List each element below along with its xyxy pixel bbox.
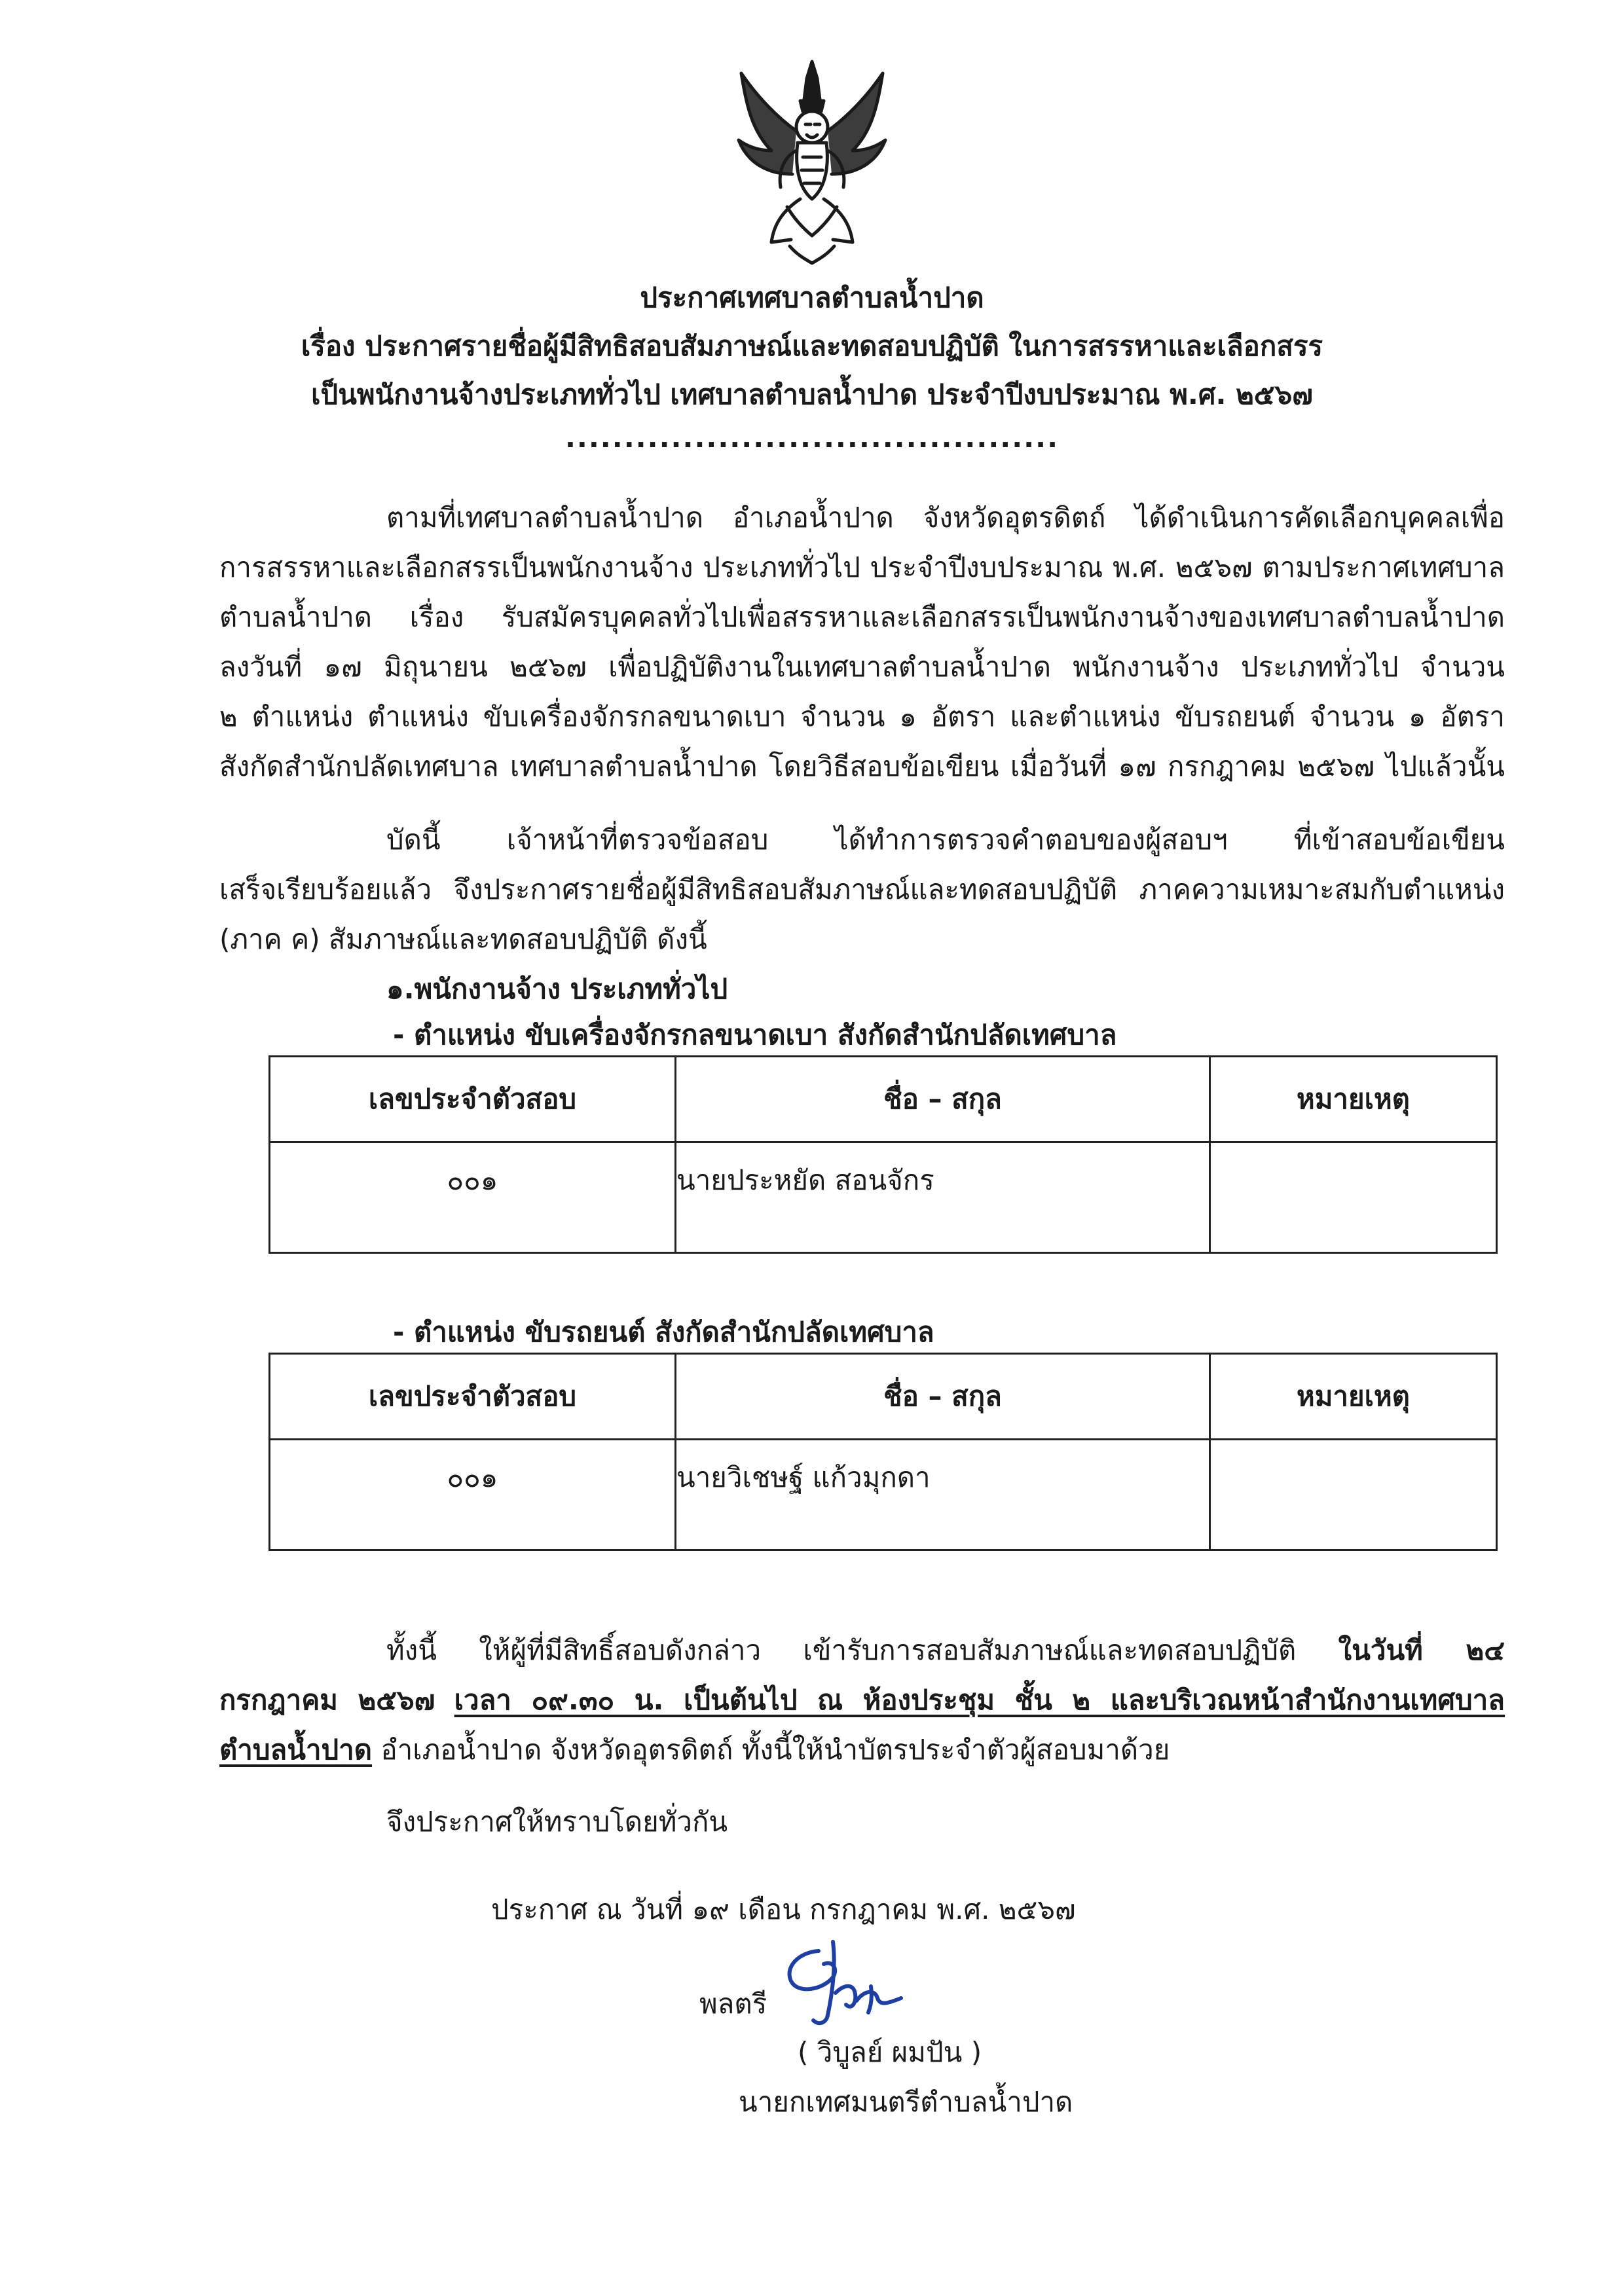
exam-time-location: เวลา ๐๙.๓๐ น. เป็นต้นไป ณ ห้องประชุม ชั้น ๒ และบริเวณหน้าสำนักงานเทศบาล [454,1684,1505,1716]
candidate-name-cell: นายประหยัด สอนจักร [676,1142,1210,1253]
body-p2-line1: บัดนี้ เจ้าหน้าที่ตรวจข้อสอบ ได้ทำการตรวจคำตอบของผู้สอบฯ ที่เข้าสอบข้อเขียน [386,824,1505,856]
exam-id-cell: ๐๐๑ [270,1142,676,1253]
signer-position: นายกเทศมนตรีตำบลน้ำปาด [739,2086,1073,2118]
signer-name: ( วิบูลย์ ผมปัน ) [798,2036,982,2068]
column-header-note: หมายเหตุ [1210,1057,1497,1142]
closing-line1 [386,1634,1505,1666]
body-p1-line6: สังกัดสำนักปลัดเทศบาล เทศบาลตำบลน้ำปาด โดยวิธีสอบข้อเขียน เมื่อวันที่ ๑๗ กรกฎาคม ๒๕๖๗ ไปแล้วนั้น [219,750,1505,782]
closing-line3 [219,1736,1170,1764]
announcement-date: ประกาศ ณ วันที่ ๑๙ เดือน กรกฎาคม พ.ศ. ๒๕๖๗ [491,1893,1076,1925]
closing-line1-text: ทั้งนี้ ให้ผู้ที่มีสิทธิ์สอบดังกล่าว เข้ารับการสอบสัมภาษณ์และทดสอบปฏิบัติ [386,1634,1297,1666]
body-p1-line3: ตำบลน้ำปาด เรื่อง รับสมัครบุคคลทั่วไปเพื่อสรรหาและเลือกสรรเป็นพนักงานจ้างของเทศบาลตำบลน้ำปาด [219,601,1505,633]
signer-rank: พลตรี [699,1988,767,2020]
closing-line2 [219,1686,1505,1714]
position-heading-2: - ตำแหน่ง ขับรถยนต์ สังกัดสำนักปลัดเทศบาล [393,1316,934,1348]
candidate-table-2 [268,1353,1498,1551]
body-p1-line5: ๒ ตำแหน่ง ตำแหน่ง ขับเครื่องจักรกลขนาดเบา จำนวน ๑ อัตรา และตำแหน่ง ขับรถยนต์ จำนวน ๑ อัตรา [219,701,1505,733]
column-header-name: ชื่อ – สกุล [676,1057,1210,1142]
note-cell [1210,1440,1497,1550]
column-header-note: หมายเหตุ [1210,1354,1497,1440]
body-p2-line3: (ภาค ค) สัมภาษณ์และทดสอบปฏิบัติ ดังนี้ [219,923,707,955]
table-row [270,1142,1497,1253]
exam-location-municipality: ตำบลน้ำปาด [219,1734,373,1766]
body-p1-line2: การสรรหาและเลือกสรรเป็นพนักงานจ้าง ประเภททั่วไป ประจำปีงบประมาณ พ.ศ. ๒๕๖๗ ตามประกาศเทศบาล [219,551,1505,583]
announcement-subject-line2: เป็นพนักงานจ้างประเภททั่วไป เทศบาลตำบลน้ำปาด ประจำปีงบประมาณ พ.ศ. ๒๕๖๗ [311,378,1313,410]
title-divider: .......................................... [564,422,1060,454]
note-cell [1210,1142,1497,1253]
candidate-name-cell: นายวิเชษฐ์ แก้วมุกดา [676,1440,1210,1550]
column-header-name: ชื่อ – สกุล [676,1354,1210,1440]
exam-date-highlight: ในวันที่ ๒๔ [1338,1634,1505,1666]
body-p1-line4: ลงวันที่ ๑๗ มิถุนายน ๒๕๖๗ เพื่อปฏิบัติงานในเทศบาลตำบลน้ำปาด พนักงานจ้าง ประเภททั่วไป จำนวน [219,651,1505,683]
exam-id-cell: ๐๐๑ [270,1440,676,1550]
handwritten-signature [773,1938,923,2036]
position-heading-1: - ตำแหน่ง ขับเครื่องจักรกลขนาดเบา สังกัดสำนักปลัดเทศบาล [393,1019,1117,1051]
announcement-subject-line1: เรื่อง ประกาศรายชื่อผู้มีสิทธิสอบสัมภาษณ์และทดสอบปฏิบัติ ในการสรรหาและเลือกสรร [301,330,1323,362]
candidate-table-1 [268,1055,1498,1254]
column-header-exam-id: เลขประจำตัวสอบ [270,1057,676,1142]
table-row [270,1440,1497,1550]
column-header-exam-id: เลขประจำตัวสอบ [270,1354,676,1440]
body-p1-line1: ตามที่เทศบาลตำบลน้ำปาด อำเภอน้ำปาด จังหวัดอุตรดิตถ์ ได้ดำเนินการคัดเลือกบุคคลเพื่อ [386,501,1505,534]
garuda-emblem-icon [732,59,892,267]
proclamation-text: จึงประกาศให้ทราบโดยทั่วกัน [386,1806,728,1838]
announcement-title: ประกาศเทศบาลตำบลน้ำปาด [640,282,984,314]
body-p2-line2: เสร็จเรียบร้อยแล้ว จึงประกาศรายชื่อผู้มีสิทธิสอบสัมภาษณ์และทดสอบปฏิบัติ ภาคความเหมาะสมกับตำแหน่ง [219,873,1505,905]
section-heading: ๑.พนักงานจ้าง ประเภททั่วไป [386,973,728,1005]
closing-line3-text: อำเภอน้ำปาด จังหวัดอุตรดิตถ์ ทั้งนี้ให้นำบัตรประจำตัวผู้สอบมาด้วย [380,1734,1170,1766]
exam-month-year: กรกฎาคม ๒๕๖๗ [219,1684,435,1716]
